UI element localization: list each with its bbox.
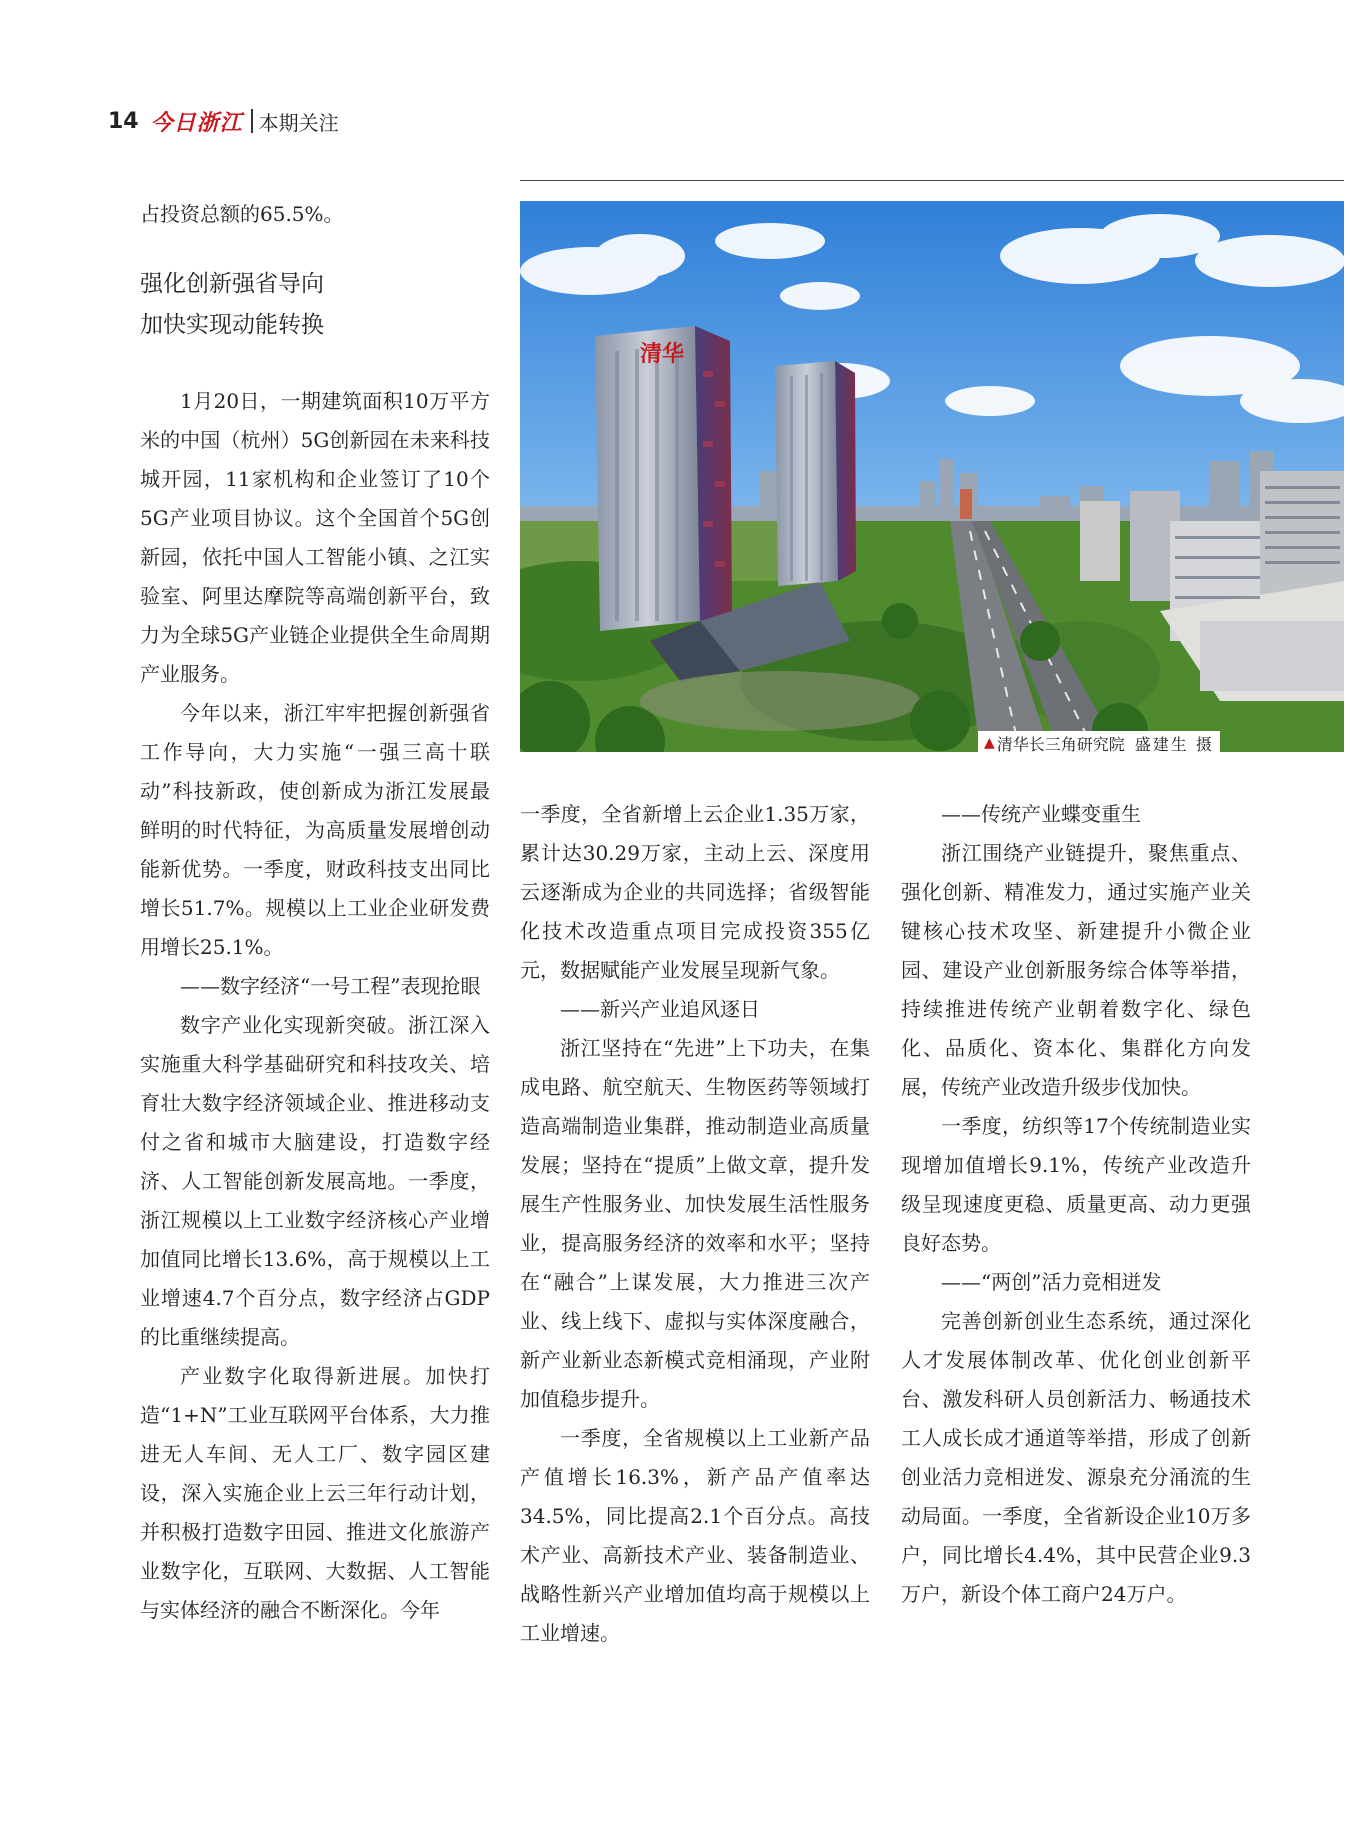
caption-triangle-icon: ▲	[984, 735, 995, 751]
subheading: ——数字经济“一号工程”表现抢眼	[180, 974, 481, 998]
paragraph: 浙江围绕产业链提升，聚焦重点、强化创新、精准发力，通过实施产业关键核心技术攻坚、新建提升小微企业园、建设产业创新服务综合体等举措，持续推进传统产业朝着数字化、绿色化、品质化、资本化、集群化方向发展，传统产业改造升级步伐加快。	[901, 841, 1251, 1099]
carryover-text: 占投资总额的65.5%。	[140, 202, 344, 226]
page-header	[108, 104, 339, 138]
magazine-logo: 今日浙江	[150, 109, 243, 136]
subheading: ——新兴产业追风逐日	[560, 997, 760, 1021]
paragraph: 一季度，纺织等17个传统制造业实现增加值增长9.1%，传统产业改造升级呈现速度更稳、质量更高、动力更强良好态势。	[901, 1114, 1251, 1255]
paragraph: 1月20日，一期建筑面积10万平方米的中国（杭州）5G创新园在未来科技城开园，11家机构和企业签订了10个5G产业项目协议。这个全国首个5G创新园，依托中国人工智能小镇、之江实验室、阿里达摩院等高端创新平台，致力为全球5G产业链企业提供全生命周期产业服务。	[140, 389, 490, 686]
photo-caption	[978, 731, 1220, 755]
top-rule	[520, 180, 1344, 181]
page-number: 14	[108, 108, 139, 134]
building-sign: 清华	[640, 341, 685, 367]
section-name: 本期关注	[258, 110, 339, 135]
paragraph: 今年以来，浙江牢牢把握创新强省工作导向，大力实施“一强三高十联动”科技新政，使创新成为浙江发展最鲜明的时代特征，为高质量发展增创动能新优势。一季度，财政科技支出同比增长51.7%。规模以上工业企业研发费用增长25.1%。	[140, 701, 490, 959]
paragraph: 产业数字化取得新进展。加快打造“1+N”工业互联网平台体系，大力推进无人车间、无人工厂、数字园区建设，深入实施企业上云三年行动计划，并积极打造数字田园、推进文化旅游产业数字化，互联网、大数据、人工智能与实体经济的融合不断深化。今年	[140, 1364, 490, 1622]
paragraph: 一季度，全省规模以上工业新产品产值增长16.3%，新产品产值率达34.5%，同比提高2.1个百分点。高技术产业、高新技术产业、装备制造业、战略性新兴产业增加值均高于规模以上工业增速。	[520, 1426, 870, 1645]
article-column-3	[901, 795, 1251, 1614]
article-column-1	[140, 195, 490, 1630]
heading-line-1: 强化创新强省导向	[140, 271, 324, 297]
article-photo	[520, 201, 1344, 752]
caption-text: 清华长三角研究院	[996, 734, 1125, 754]
paragraph: 数字产业化实现新突破。浙江深入实施重大科学基础研究和科技攻关、培育壮大数字经济领域企业、推进移动支付之省和城市大脑建设，打造数字经济、人工智能创新发展高地。一季度，浙江规模以上工业数字经济核心产业增加值同比增长13.6%，高于规模以上工业增速4.7个百分点，数字经济占GDP的比重继续提高。	[140, 1013, 490, 1349]
photo-credit: 盛建生 摄	[1134, 734, 1214, 754]
paragraph: 浙江坚持在“先进”上下功夫，在集成电路、航空航天、生物医药等领域打造高端制造业集群，推动制造业高质量发展；坚持在“提质”上做文章，提升发展生产性服务业、加快发展生活性服务业，提高服务经济的效率和水平；坚持在“融合”上谋发展，大力推进三次产业、线上线下、虚拟与实体深度融合，新产业新业态新模式竞相涌现，产业附加值稳步提升。	[520, 1036, 870, 1411]
paragraph: 一季度，全省新增上云企业1.35万家，累计达30.29万家，主动上云、深度用云逐渐成为企业的共同选择；省级智能化技术改造重点项目完成投资355亿元，数据赋能产业发展呈现新气象。	[520, 802, 870, 982]
header-divider	[251, 109, 253, 133]
paragraph: 完善创新创业生态系统，通过深化人才发展体制改革、优化创业创新平台、激发科研人员创新活力、畅通技术工人成长成才通道等举措，形成了创新创业活力竞相迸发、源泉充分涌流的生动局面。一季度，全省新设企业10万多户，同比增长4.4%，其中民营企业9.3万户，新设个体工商户24万户。	[901, 1309, 1251, 1606]
subheading: ——传统产业蝶变重生	[941, 802, 1141, 826]
article-column-2	[520, 795, 870, 1653]
section-heading	[140, 264, 490, 346]
heading-line-2: 加快实现动能转换	[140, 312, 324, 338]
subheading: ——“两创”活力竞相迸发	[941, 1270, 1162, 1294]
